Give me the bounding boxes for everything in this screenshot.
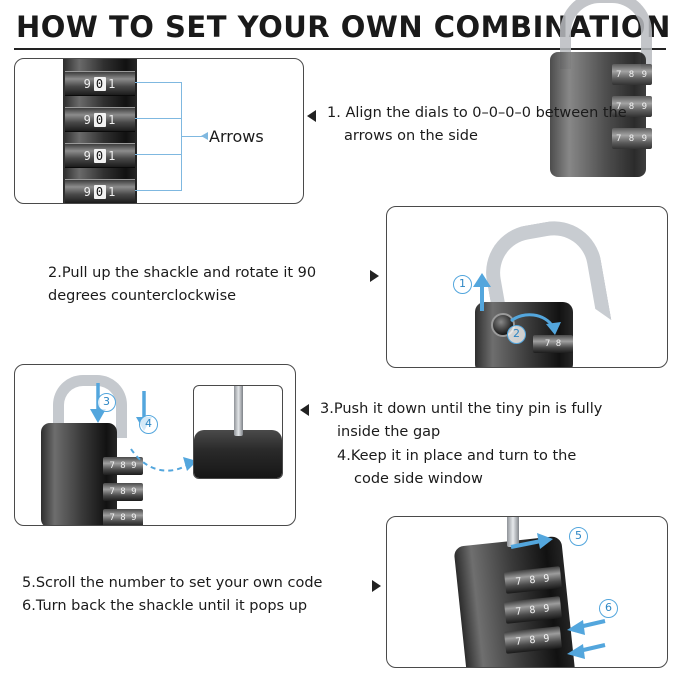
side-dial-2: 7 8 9: [103, 483, 143, 501]
leader-line-1: [135, 82, 181, 83]
dashed-pointer-icon: [127, 443, 203, 483]
step-4-line-1: 4.Keep it in place and turn to the: [337, 447, 577, 464]
dial-row-4: [65, 179, 135, 204]
step-4-line-2: code side window: [354, 471, 483, 488]
dial-digits-2: 9 0 1: [83, 112, 117, 127]
step-2-bullet-arrow-icon: [370, 270, 379, 282]
page-title: HOW TO SET YOUR OWN COMBINATION: [16, 10, 671, 44]
step-1-line-2: arrows on the side: [344, 128, 478, 145]
step-3-line-2: inside the gap: [337, 424, 441, 441]
dial-digits-3: 9 0 1: [83, 148, 117, 163]
step-5-line-1: 5.Scroll the number to set your own code: [22, 575, 323, 591]
dial-digits-4: 9 0 1: [83, 184, 117, 199]
side-dial-2: 7 8 9: [612, 96, 652, 117]
arrow-left-icon: [563, 637, 609, 663]
step-3-bullet-arrow-icon: [300, 404, 309, 416]
step-2-line-2: degrees counterclockwise: [48, 288, 237, 305]
dial-row-1: [65, 71, 135, 96]
callout-6: 6: [599, 599, 618, 618]
side-dial-1: 7 8 9: [103, 457, 143, 475]
lock-top-surface: [194, 430, 282, 479]
step-6-line-1: 6.Turn back the shackle until it pops up: [22, 598, 308, 615]
callout-3: 3: [97, 393, 116, 412]
code-dial-2: 7 8 9: [504, 596, 562, 624]
arrow-left-icon: [563, 613, 609, 639]
side-dial-3: 7 8 9: [103, 509, 143, 526]
step-5-6-text: [22, 572, 372, 619]
side-dial-1: 7 8 9: [612, 64, 652, 85]
panel-pull-rotate-shackle: [386, 206, 668, 368]
panel-scroll-code: [386, 516, 668, 668]
dial-row-3: [65, 143, 135, 168]
leader-line-2: [135, 118, 181, 119]
panel-dials-arrows: [14, 58, 304, 204]
step-1-line-1: 1. Align the dials to 0–0–0–0 between the: [327, 105, 627, 121]
step-3-4-text: [320, 398, 670, 492]
dial-row-2: [65, 107, 135, 132]
step-2-text: [48, 262, 378, 309]
code-dial-1: 7 8 9: [504, 566, 562, 594]
callout-2: 2: [507, 325, 526, 344]
lock-body-illustration: [41, 423, 137, 526]
panel-push-down-turn: [14, 364, 296, 526]
leader-to-label: [181, 136, 203, 137]
arrows-label: Arrows: [209, 127, 264, 146]
tiny-pin: [234, 385, 243, 436]
leader-line-4: [135, 190, 181, 191]
code-side-window: 7 8: [533, 335, 573, 353]
step-1-bullet-arrow-icon: [307, 110, 316, 122]
callout-5: 5: [569, 527, 588, 546]
side-dial-3: 7 8 9: [612, 128, 652, 149]
arrow-right-icon: [507, 531, 567, 559]
step-1-text: [327, 102, 672, 149]
leader-arrowhead-icon: [201, 132, 208, 140]
callout-1: 1: [453, 275, 472, 294]
dial-digits-1: 9 0 1: [83, 76, 117, 91]
arrow-up-icon: [469, 271, 495, 313]
step-5-bullet-arrow-icon: [372, 580, 381, 592]
inset-pin-gap-detail: [193, 385, 283, 479]
leader-line-3: [135, 154, 181, 155]
step-2-line-1: 2.Pull up the shackle and rotate it 90: [48, 265, 317, 281]
code-dial-3: 7 8 9: [504, 626, 562, 654]
callout-4: 4: [139, 415, 158, 434]
step-3-line-1: 3.Push it down until the tiny pin is fully: [320, 401, 603, 417]
